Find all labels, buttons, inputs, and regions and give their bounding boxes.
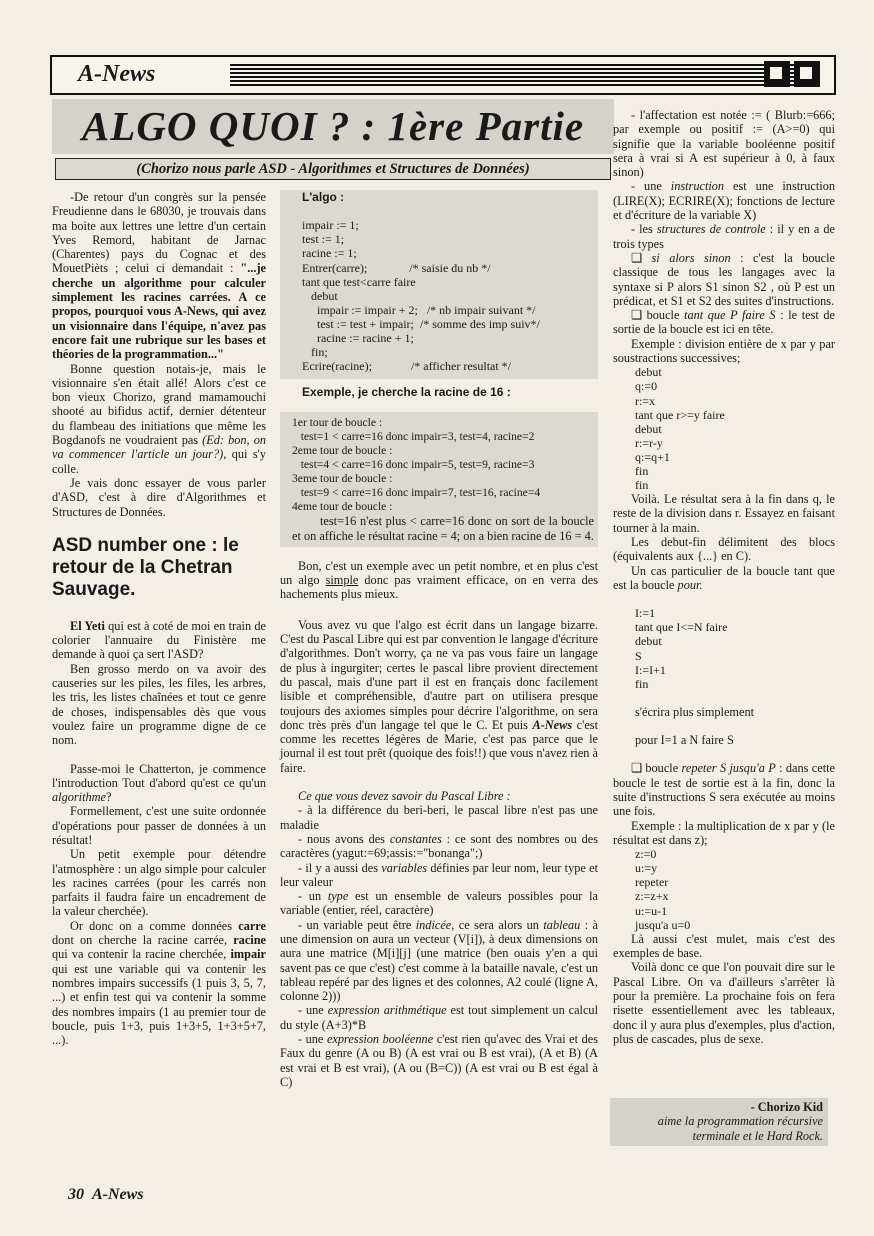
text: est une instruction (LIRE(X); ECRIRE(X); fonctions de lecture et d'écriture de la variable X) xyxy=(613,179,835,223)
text: - les xyxy=(631,222,657,237)
list-item xyxy=(280,918,598,1004)
text: est un ensemble de valeurs possibles pour la variable (entier, réel, caractère) xyxy=(280,889,598,918)
middle-column xyxy=(280,190,598,1089)
text: ❑ boucle xyxy=(631,761,682,776)
text: - une xyxy=(298,1032,327,1047)
footer-brand: A-News xyxy=(92,1186,144,1203)
text: , ce sera alors un xyxy=(451,917,544,932)
text: c'est rien qu'avec des Vrai et des Faux du genre (A ou B) (A est vrai ou B est vrai), (A et B) (A est vrai et B est vrai), (A ou (B=C)) (A est vrai ou B est égal à C) xyxy=(280,1032,598,1089)
paragraph xyxy=(613,222,835,251)
example-conclusion: test=16 n'est plus < carre=16 donc on sort de la boucle et on affiche le résultat racine = 4; on a bien racine de 16 = 4. xyxy=(292,514,594,543)
paragraph xyxy=(613,761,835,818)
paragraph xyxy=(52,919,266,1048)
list-item xyxy=(280,1032,598,1089)
paragraph xyxy=(52,619,266,662)
signature-box xyxy=(610,1098,828,1146)
section-brand: A-News xyxy=(78,61,156,87)
window-icon xyxy=(764,61,790,87)
text: , qui s'y colle. xyxy=(52,447,267,476)
text: : c'est la boucle classique de tous les langages avec la syntaxe si P alors S1 sinon S2 , où P est un prédicat, et S1 et S2 des suites d'instructions. xyxy=(613,250,835,308)
paragraph xyxy=(613,179,835,222)
pour-code: I:=1 tant que I<=N faire debut S I:=I+1 fin xyxy=(635,606,728,691)
term: algorithme xyxy=(52,790,106,805)
author-bio: aime la programmation récursive terminale et le Hard Rock. xyxy=(657,1114,823,1143)
paragraph: Voilà donc ce que l'on pouvait dire sur le Pascal Libre. On va d'ailleurs s'arrêter là pour la première. La prochaine fois on fera risette essentiellement avec les tableaux, donc il y aura plus d'exemples, plus d'action, plus de cascades, plus de sexe. xyxy=(613,960,835,1046)
term: instruction xyxy=(670,179,725,194)
paragraph xyxy=(613,564,835,593)
text: : dans cette boucle le test de sortie est à la fin, donc la suite d'instructions S sera exécutée au moins une fois. xyxy=(613,761,835,819)
subheading: Ce que vous devez savoir du Pascal Libre : xyxy=(298,789,511,804)
term: variables xyxy=(381,860,428,875)
term: si alors sinon xyxy=(651,250,731,265)
text: -De retour d'un congrès sur la pensée Freudienne dans le 68030, je trouvais dans ma boite aux lettres une lettre d'un certain Yves Remord, habitant de Jarnac (Charentes) pays du Cognac et des MouetPièts ; celui ci demandait : xyxy=(52,190,266,276)
text: c'est comme les recettes légères de Marie, c'est pas parce que le journal il est tout prêt (quoique des fois!!) que vous n'avez rien à faire. xyxy=(280,717,598,775)
text: : à une dimension on aura un vecteur (V[i]), à deux dimensions on aura une matrice (M[i][j] (une matrice (ben ouais y'en a qui savent pas ce que c'est) c'est comme à la bataille navale, c'est un tableau repéré par des lignes et des colonnes, A2 coulé (ligne A, colonne 2))) xyxy=(280,917,598,1004)
checkbox-glyph: ❑ xyxy=(631,250,652,265)
header-rule xyxy=(230,64,802,86)
quote: "...je cherche un algorithme pour calculer simplement les racines carrées. A ce propos, pourquoi vous A-News, qui avez un visionnaire dans l'équipe, n'avez pas encore fait une rubrique sur les bases et théories de la programmation..." xyxy=(52,261,266,362)
term: expression arithmétique xyxy=(327,1003,447,1018)
example-box xyxy=(280,412,598,547)
term: tant que P faire S xyxy=(684,308,776,323)
article-title: ALGO QUOI ? : 1ère Partie xyxy=(81,103,585,149)
term: carre xyxy=(238,918,266,933)
paragraph: Un petit exemple pour détendre l'atmosphère : un algo simple pour calculer les racines carrées (pour les carrés non parfaits il faudra faire un encadrement de la valeur cherchée). xyxy=(52,847,266,919)
list-item xyxy=(280,861,598,890)
paragraph: Ben grosso merdo on va avoir des causeries sur les piles, les files, les arbres, les tris, les listes chaînées et tout ce genre de choses, indispensables dès que vous voulez faire un programme digne de ce nom. xyxy=(52,661,266,748)
paragraph: Voilà. Le résultat sera à la fin dans q, le reste de la division dans r. Essayez en faisant tourner à la main. xyxy=(613,492,835,535)
paragraph: - l'affectation est notée := ( Blurb:=666; par exemple ou positif := (A>=0) qui signifie que la variable booléenne positif sera à vrai si A est supérieur à 0, à faux sinon) xyxy=(613,108,835,180)
text: : le test de sortie de la boucle est ici en tête. xyxy=(613,308,835,337)
paragraph xyxy=(613,251,835,308)
text: - une xyxy=(298,1003,328,1018)
text: Vous avez vu que l'algo est écrit dans un langage bizarre. C'est du Pascal Libre qui est par convention le langage d'écriture d'algorithmes. Don't worry, ça ne va pas vous faire un langage de plus à ingurgiter; certes le pascal libre provient directement du pascal, mais d'une part il est en français donc facilement lisible et compréhensible, d'autre part on utilisera presque toujours des axiomes simples pour décrire l'algorithme, on sera donc très près d'un langage tel que le C. Et puis xyxy=(280,617,598,732)
brand: A-News xyxy=(532,717,573,732)
paragraph: Là aussi c'est mulet, mais c'est des exemples de base. xyxy=(613,931,835,961)
author-name: - Chorizo Kid xyxy=(750,1100,823,1114)
paragraph xyxy=(613,308,835,337)
term: pour. xyxy=(677,577,703,592)
term: structures de controle xyxy=(656,222,766,237)
text: - un xyxy=(298,889,328,904)
text: - nous avons des xyxy=(298,831,390,846)
text: ? xyxy=(105,790,112,805)
term: simple xyxy=(325,573,359,588)
text: Un cas particulier de la boucle tant que est la boucle xyxy=(613,563,835,592)
text: - une xyxy=(631,179,671,194)
text: : ce sont des nombres ou des caractères (yagut:=69;assis:="bonanga";) xyxy=(280,831,598,861)
algo-box xyxy=(280,190,598,379)
text: Bon, c'est un exemple avec un petit nombre, et en plus c'est un algo xyxy=(280,558,598,588)
term: indicée xyxy=(415,917,452,932)
paragraph xyxy=(52,762,266,805)
term: constantes xyxy=(389,831,442,846)
text: - il y a aussi des xyxy=(298,860,382,875)
term: expression booléenne xyxy=(326,1032,434,1047)
algo-code: impair := 1; test := 1; racine := 1; Entrer(carre); /* saisie du nb */ tant que test<carre faire debut impair := impair + 2; /* nb impair suivant */ test := test + impair; /* somme des imp suiv*/ racine := racine + 1; fin; Ecrire(racine); /* afficher resultat */ xyxy=(302,218,540,374)
right-column xyxy=(613,108,835,1046)
article-subtitle: (Chorizo nous parle ASD - Algorithmes et Structures de Données) xyxy=(55,158,611,180)
paragraph: pour I=1 a N faire S xyxy=(635,733,734,748)
text: ❑ boucle xyxy=(631,308,685,323)
paragraph: Les debut-fin délimitent des blocs (équivalents aux {...} en C). xyxy=(613,535,835,564)
page-number: 30 xyxy=(68,1186,84,1203)
page-footer xyxy=(68,1186,144,1204)
term: tableau xyxy=(543,917,581,932)
text: donc pas vraiment efficace, on en verra des hachements plus mieux. xyxy=(280,573,598,602)
list-item xyxy=(280,1003,598,1032)
paragraph xyxy=(280,618,598,775)
text: qui est à coté de moi en train de colorier l'annuaire du Finistère me demande à quoi ça sert l'ASD? xyxy=(52,618,266,662)
paragraph: Je vais donc essayer de vous parler d'ASD, c'est à dire d'Algorithmes et Structures de Données. xyxy=(52,475,266,519)
paragraph: Formellement, c'est une suite ordonnée d'opérations pour passer de données à un résultat! xyxy=(52,804,266,847)
text: Passe-moi le Chatterton, je commence l'introduction Tout d'abord qu'est ce qu'un xyxy=(52,761,266,790)
term: racine xyxy=(233,933,266,948)
editor-note: (Ed: bon, on va commencer l'article un jour?) xyxy=(52,433,266,462)
left-column xyxy=(52,190,266,1047)
term: type xyxy=(327,889,349,904)
title-box xyxy=(52,99,614,154)
term: impair xyxy=(230,947,266,962)
text: Bonne question notais-je, mais le visionnaire s'en était allé! Alors c'est ce bon vieux Chorizo, grand mamamouchi shooté au bifidus actif, dernier détenteur du flambeau des initiations que même les Bogdanofs ne voudraient pas xyxy=(52,361,266,448)
paragraph xyxy=(52,190,266,362)
term: repeter S jusqu'a P xyxy=(681,761,776,776)
paragraph: Exemple : la multiplication de x par y (le résultat est dans z); xyxy=(613,818,835,847)
text: : il y en a de trois types xyxy=(613,222,836,251)
text: qui va contenir la racine cherchée, xyxy=(52,947,231,962)
paragraph xyxy=(280,559,598,602)
section-header xyxy=(50,55,836,95)
section-heading: ASD number one : le retour de la Chetran Sauvage. xyxy=(52,534,239,600)
multiplication-code: z:=0 u:=y repeter z:=z+x u:=u-1 jusqu'a u=0 xyxy=(635,847,691,932)
text: définies par leur nom, leur type et leur valeur xyxy=(280,860,598,889)
text: dont on cherche la racine carrée, xyxy=(52,933,234,948)
text: qui est une variable qui va contenir les nombres impairs successifs (1 puis 3, 5, 7, ...) et enfin test qui va contenir la somme des nombres impairs (1 au premier tour de boucle, puis 1+3, puis 1+3+5, 1+3+5+7, ...). xyxy=(52,961,266,1048)
paragraph: s'écrira plus simplement xyxy=(635,704,755,719)
text: Or donc on a comme données xyxy=(70,918,239,933)
division-code: debut q:=0 r:=x tant que r>=y faire debut r:=r-y q:=q+1 fin fin xyxy=(635,365,725,493)
text: - un variable peut être xyxy=(298,917,416,932)
paragraph: Exemple : division entière de x par y par soustractions successives; xyxy=(613,336,835,366)
example-code: 1er tour de boucle : test=1 < carre=16 donc impair=3, test=4, racine=2 2eme tour de boucle : test=4 < carre=16 donc impair=5, test=9, racine=3 3eme tour de boucle : test=9 < carre=16 donc impair=7, test=16, racine=4 4eme tour de boucle : xyxy=(292,415,541,514)
algo-label: L'algo : xyxy=(302,190,345,204)
example-label: Exemple, je cherche la racine de 16 : xyxy=(302,385,511,400)
name: El Yeti xyxy=(70,618,105,633)
list-item xyxy=(280,832,598,861)
list-item xyxy=(280,889,598,918)
list-item: - à la différence du beri-beri, le pascal libre n'est pas une maladie xyxy=(280,803,598,832)
text: est tout simplement un calcul du style (A+3)*B xyxy=(280,1003,598,1032)
window-icon xyxy=(794,61,820,87)
paragraph xyxy=(52,362,266,476)
